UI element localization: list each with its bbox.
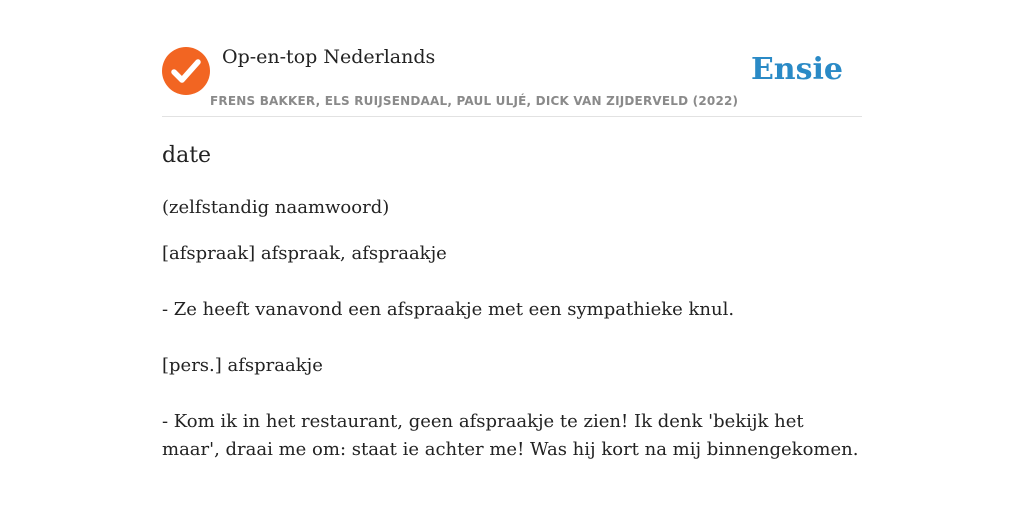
example-sentence: - Ze heeft vanavond een afspraakje met een sympathieke knul. (162, 299, 735, 320)
headword: date (162, 143, 212, 168)
entry-line: [pers.] afspraakje (162, 355, 323, 376)
entry-card (162, 0, 862, 492)
book-title[interactable]: Op-en-top Nederlands (222, 46, 436, 68)
example-sentence: - Kom ik in het restaurant, geen afspraakje te zien! Ik denk 'bekijk het maar', draai me om: staat ie achter me! Was hij kort na mij binnengekomen. (162, 411, 859, 460)
dictionary-entry (162, 117, 862, 464)
entry-line: [afspraak] afspraak, afspraakje (162, 243, 447, 264)
page-header (162, 0, 862, 117)
book-authors: FRENS BAKKER, ELS RUIJSENDAAL, PAUL ULJÉ, DICK VAN ZIJDERVELD (2022) (210, 94, 739, 108)
ensie-logo[interactable]: Ensie (750, 52, 843, 87)
part-of-speech: (zelfstandig naamwoord) (162, 197, 390, 218)
checkmark-circle-icon[interactable] (162, 47, 210, 95)
